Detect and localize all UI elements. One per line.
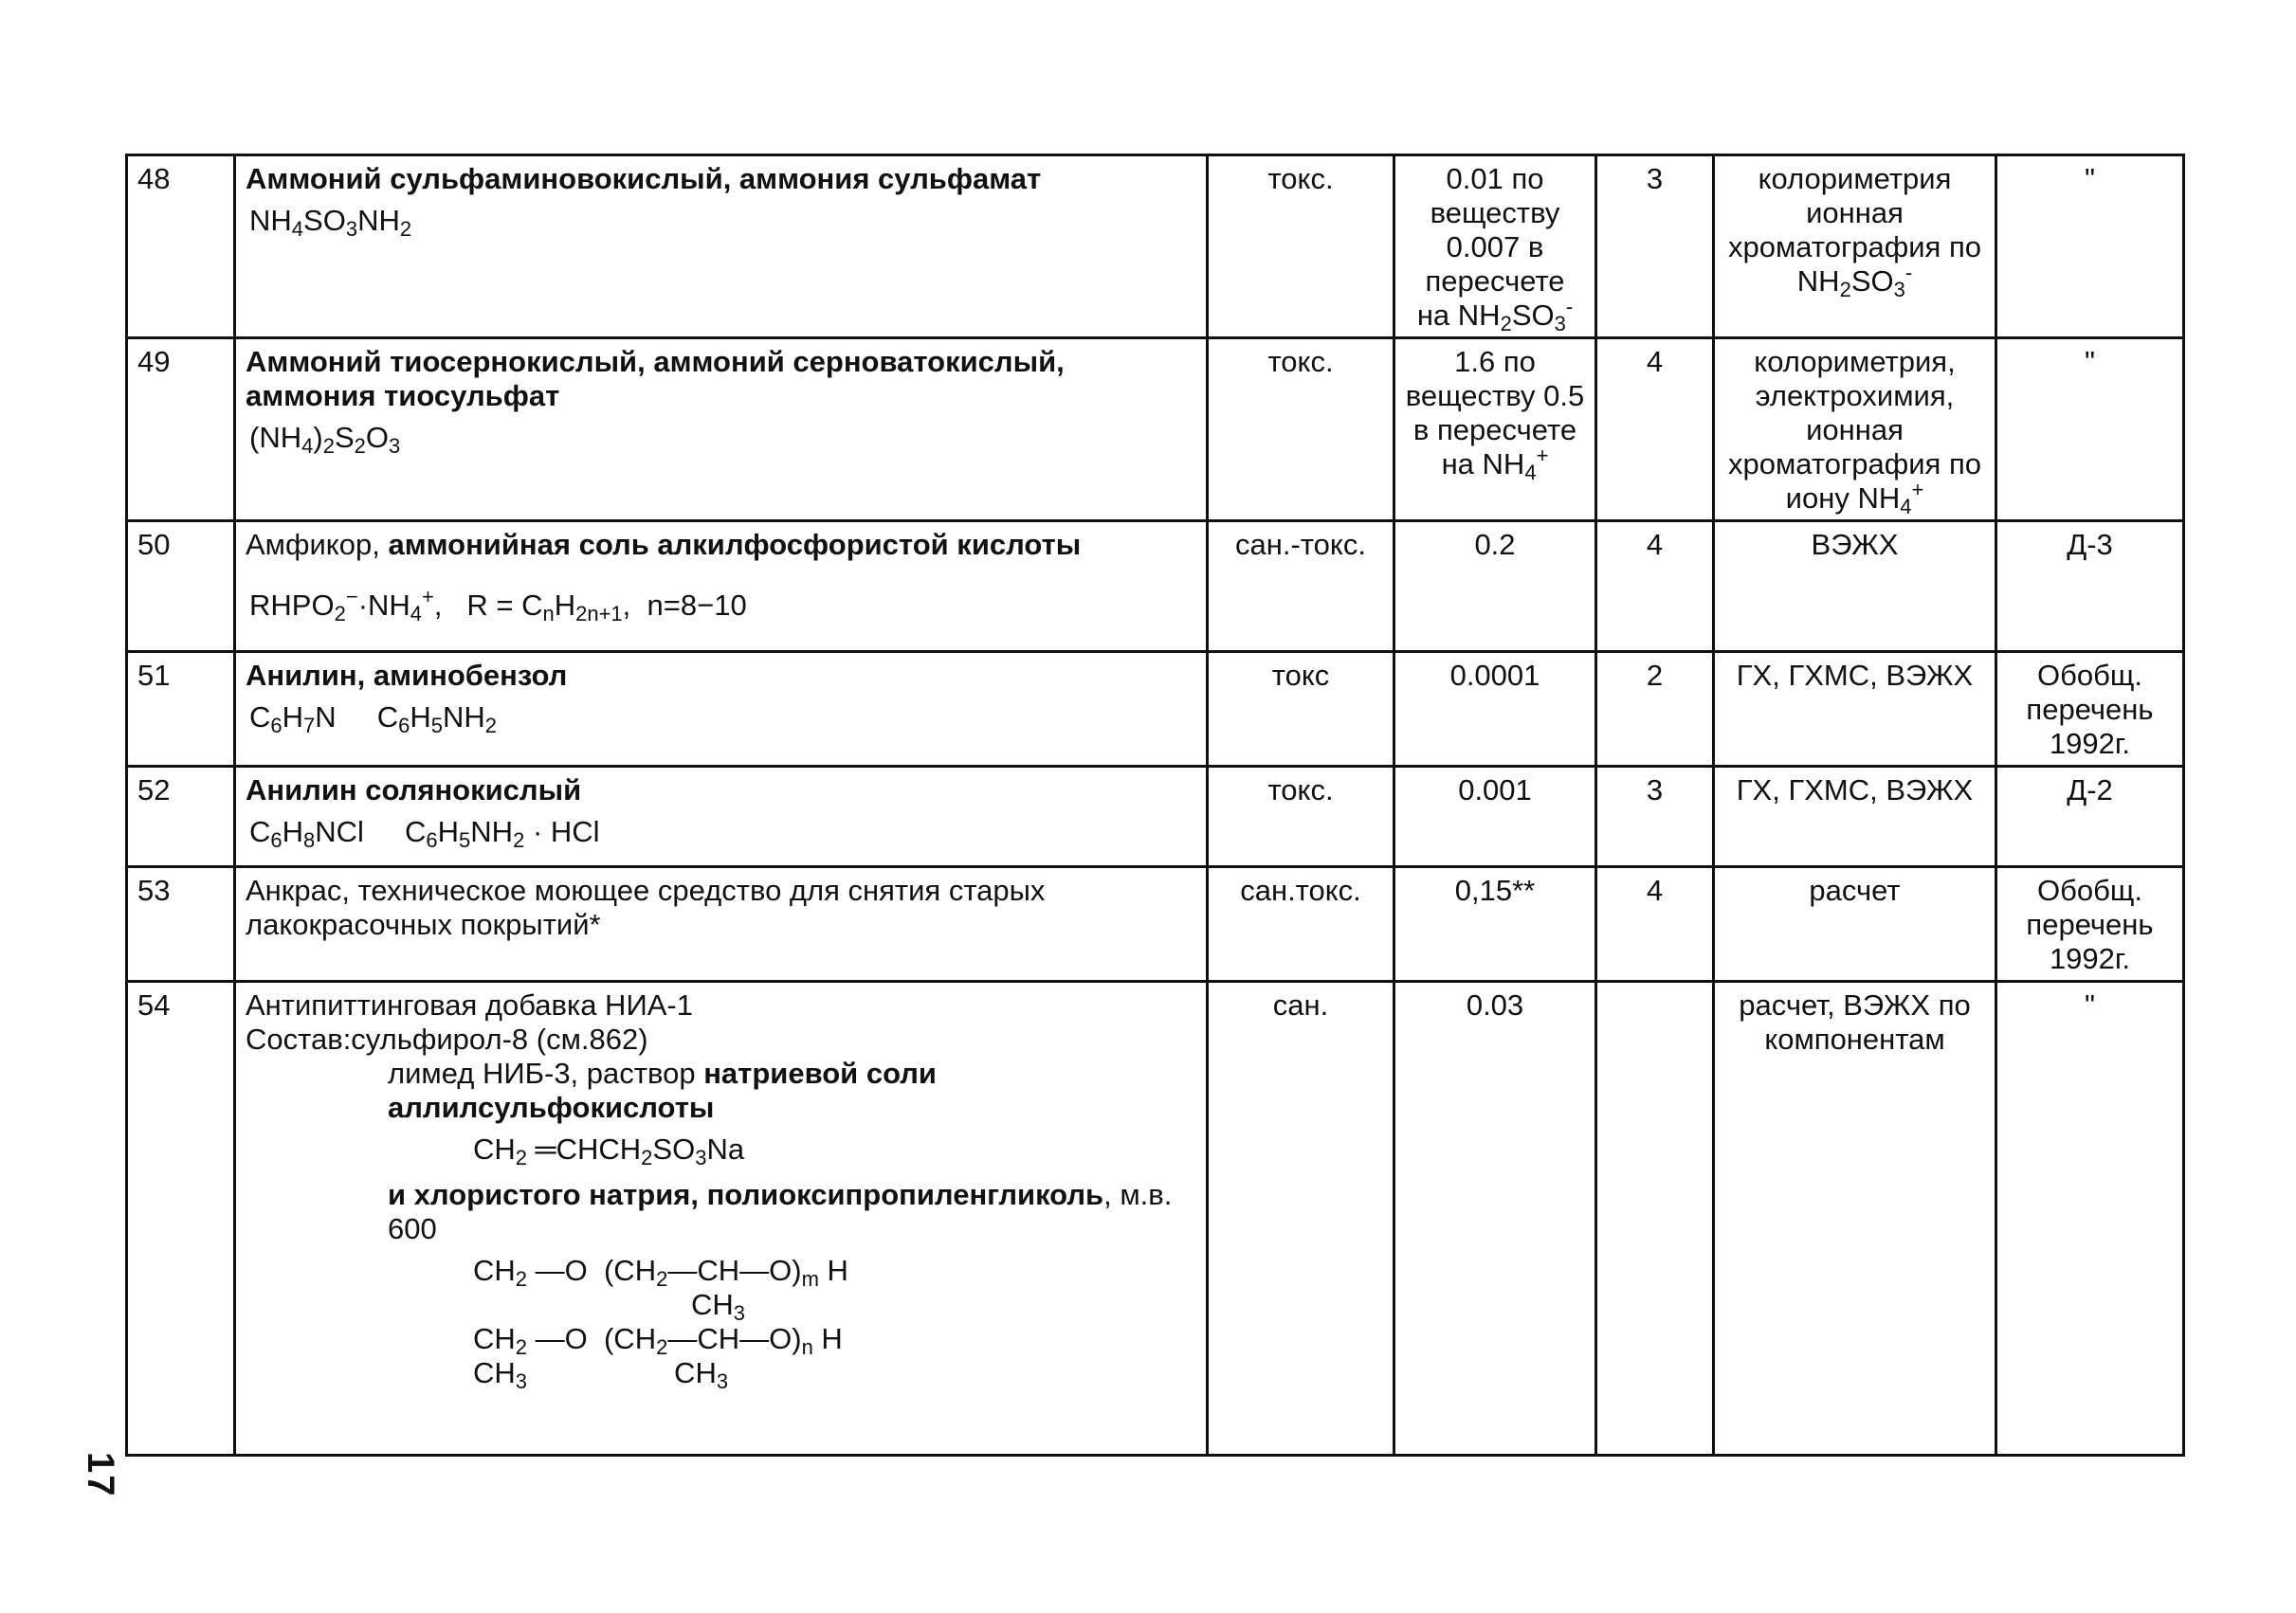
chemical-formula: $(NH_4)_2S_2O_3$ xyxy=(249,421,401,458)
analysis-method: ГХ, ГХМС, ВЭЖХ xyxy=(1714,767,1996,867)
row-number: 53 xyxy=(127,867,235,982)
struct-line: $CH_2$ —O $(CH_2—CH—O)_n$ H xyxy=(473,1322,843,1359)
substance-name: Анилин солянокислый xyxy=(246,773,582,806)
hazard-class xyxy=(1596,982,1714,1456)
table-row xyxy=(127,767,2184,867)
component-plain: лимед НИБ-3, раствор xyxy=(388,1057,696,1090)
substance-name: аммонийная соль алкилфосфористой кислоты xyxy=(388,528,1082,561)
concentration-value: 0.001 xyxy=(1394,767,1596,867)
table-row xyxy=(127,652,2184,767)
concentration-value: 1.6 по веществу 0.5 в пересчете на $NH_4^+$ xyxy=(1394,338,1596,521)
structural-formula xyxy=(246,1254,1196,1393)
hazard-class: 3 xyxy=(1596,155,1714,338)
hazard-indicator: токс. xyxy=(1208,767,1394,867)
concentration-value: 0,15** xyxy=(1394,867,1596,982)
chemical-formula: $NH_4SO_3NH_2$ xyxy=(249,204,412,241)
hazard-indicator: токс. xyxy=(1208,338,1394,521)
component-plain: , м.в. 600 xyxy=(388,1178,1173,1245)
substance-name-cell xyxy=(235,982,1208,1456)
substance-name-cell xyxy=(235,767,1208,867)
reference: " xyxy=(1996,155,2184,338)
component-bold: и хлористого натрия, полиоксипропиленгликоль xyxy=(388,1178,1104,1211)
substance-name: Анилин, аминобензол xyxy=(246,659,568,692)
page-number: 17 xyxy=(80,1452,121,1498)
substance-name-cell xyxy=(235,155,1208,338)
row-number: 49 xyxy=(127,338,235,521)
struct-line: $CH_3$ xyxy=(691,1288,746,1325)
hazard-indicator: сан.токс. xyxy=(1208,867,1394,982)
analysis-method: расчет, ВЭЖХ по компонентам xyxy=(1714,982,1996,1456)
row-number: 51 xyxy=(127,652,235,767)
substance-line-3 xyxy=(246,1057,1196,1125)
struct-line: $CH_2$ —O $(CH_2—CH—O)_m$ H xyxy=(473,1254,848,1291)
hazard-indicator: токс xyxy=(1208,652,1394,767)
concentration-value: 0.03 xyxy=(1394,982,1596,1456)
analysis-method: ВЭЖХ xyxy=(1714,521,1996,652)
chemical-formula: $RHPO_2^-\cdot NH_4^+$, $R = C_nH_{2n+1}$, n=8−10 xyxy=(249,585,747,625)
chemical-formula: $C_6H_8NCl$ $C_6H_5NH_2$ · HCl xyxy=(249,815,600,852)
hazard-class: 4 xyxy=(1596,867,1714,982)
reference: Обобщ. перечень 1992г. xyxy=(1996,652,2184,767)
substance-name-cell xyxy=(235,521,1208,652)
table-row xyxy=(127,867,2184,982)
concentration-value: 0.0001 xyxy=(1394,652,1596,767)
substance-name-cell xyxy=(235,338,1208,521)
row-number: 54 xyxy=(127,982,235,1456)
hazard-class: 4 xyxy=(1596,521,1714,652)
row-number: 50 xyxy=(127,521,235,652)
table-row xyxy=(127,338,2184,521)
concentration-value: 0.2 xyxy=(1394,521,1596,652)
struct-line: $CH_3$ $CH_3$ xyxy=(473,1356,729,1393)
substance-name: Аммоний тиосернокислый, аммоний серноватокислый, аммония тиосульфат xyxy=(246,345,1065,412)
analysis-method: ГХ, ГХМС, ВЭЖХ xyxy=(1714,652,1996,767)
reference: " xyxy=(1996,338,2184,521)
analysis-method: колориметрия ионная хроматография по $NH_2SO_3^-$ xyxy=(1714,155,1996,338)
reference: Обобщ. перечень 1992г. xyxy=(1996,867,2184,982)
analysis-method: расчет xyxy=(1714,867,1996,982)
substances-table xyxy=(125,154,2185,1457)
row-number: 48 xyxy=(127,155,235,338)
table-row xyxy=(127,155,2184,338)
substance-name-plain: Амфикор, xyxy=(246,528,380,561)
reference: Д-2 xyxy=(1996,767,2184,867)
hazard-class: 2 xyxy=(1596,652,1714,767)
substance-line-4 xyxy=(246,1178,1196,1246)
table-row xyxy=(127,982,2184,1456)
hazard-class: 3 xyxy=(1596,767,1714,867)
hazard-class: 4 xyxy=(1596,338,1714,521)
substance-line-2: Состав:сульфирол-8 (см.862) xyxy=(246,1023,648,1056)
substance-name: Аммоний сульфаминовокислый, аммония сульфамат xyxy=(246,162,1042,195)
hazard-indicator: сан. xyxy=(1208,982,1394,1456)
component-bold: натриевой соли аллилсульфокислоты xyxy=(388,1057,937,1124)
reference: " xyxy=(1996,982,2184,1456)
table-row xyxy=(127,521,2184,652)
concentration-value: 0.01 по веществу 0.007 в пересчете на $NH_2SO_3^-$ xyxy=(1394,155,1596,338)
reference: Д-3 xyxy=(1996,521,2184,652)
chemical-formula: $C_6H_7N$ $C_6H_5NH_2$ xyxy=(249,700,498,737)
substance-name-plain: Анкрас, техническое моющее средство для снятия старых лакокрасочных покрытий* xyxy=(246,874,1046,941)
row-number: 52 xyxy=(127,767,235,867)
substance-line-1: Антипиттинговая добавка НИА-1 xyxy=(246,988,693,1022)
hazard-indicator: токс. xyxy=(1208,155,1394,338)
substance-name-cell xyxy=(235,867,1208,982)
analysis-method: колориметрия, электрохимия, ионная хроматография по иону $NH_4^+$ xyxy=(1714,338,1996,521)
substance-name-cell xyxy=(235,652,1208,767)
hazard-indicator: сан.-токс. xyxy=(1208,521,1394,652)
chemical-formula: $CH_2$ $═CHCH_2SO_3Na$ xyxy=(473,1133,745,1169)
